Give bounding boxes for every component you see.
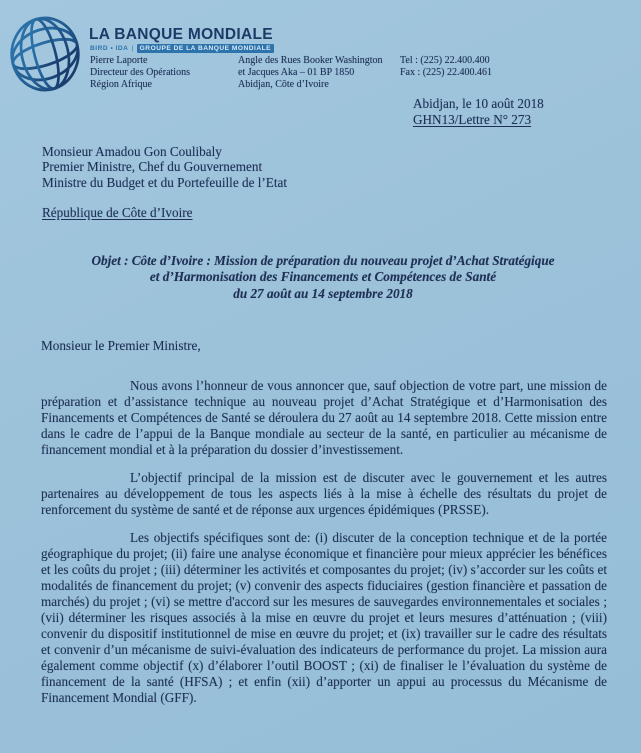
sender-name: Pierre Laporte — [90, 55, 148, 66]
brand-subtitle-bird-ida: BIRD • IDA — [90, 45, 129, 52]
brand-subtitle — [90, 44, 274, 53]
sender-title: Directeur des Opérations — [90, 67, 190, 78]
brand-title: LA BANQUE MONDIALE — [89, 26, 273, 43]
letter-reference: GHN13/Lettre N° 273 — [413, 112, 532, 127]
office-address-line: et Jacques Aka – 01 BP 1850 — [238, 67, 355, 78]
subject-line: Objet : Côte d’Ivoire : Mission de préparation du nouveau projet d’Achat Stratégique — [91, 253, 555, 268]
place-and-date: Abidjan, le 10 août 2018 — [413, 96, 544, 111]
office-address-block — [238, 55, 383, 91]
office-address-line: Abidjan, Côte d’Ivoire — [238, 79, 329, 90]
brand-subtitle-divider: | — [131, 45, 134, 52]
salutation: Monsieur le Premier Ministre, — [41, 338, 201, 353]
fax-line: Fax : (225) 22.400.461 — [400, 67, 492, 78]
recipient-block — [42, 144, 287, 190]
phone-line: Tel : (225) 22.400.400 — [400, 55, 490, 66]
paragraph-main-objective: L’objectif principal de la mission est de discuter avec le gouvernement et les autres partenaires au développement de tous les aspects liés à la mise à échelle des résultats du projet de renforcement du système de santé et de réponse aux urgences épidémiques (PRSSE). — [41, 470, 607, 517]
recipient-title: Premier Ministre, Chef du Gouvernement — [42, 159, 263, 175]
recipient-title-secondary: Ministre du Budget et du Portefeuille de l’Etat — [42, 174, 288, 190]
dateline-block — [413, 96, 544, 128]
recipient-name: Monsieur Amadou Gon Coulibaly — [42, 144, 222, 159]
paragraph-mission-announcement: Nous avons l’honneur de vous annoncer que, sauf objection de votre part, une mission de préparation et d’assistance technique au nouveau projet d’Achat Stratégique et d’Harmonisation des Financements et Compétences de Santé se déroulera du 27 août au 14 septembre 2018. Cette mission entre dans le cadre de l’appui de la Banque mondiale au secteur de la santé, en particulier au mécanisme de financement mondial et à la préparation du dossier d’investissement. — [41, 378, 607, 457]
subject-line: du 27 août au 14 septembre 2018 — [233, 285, 413, 301]
subject-line: et d’Harmonisation des Financements et Compétences de Santé — [149, 269, 497, 285]
recipient-country: République de Côte d’Ivoire — [42, 205, 193, 220]
paragraph-specific-objectives: Les objectifs spécifiques sont de: (i) discuter de la conception technique et de la portée géographique du projet; (ii) faire une analyse économique et financière pour mieux apprécier les bénéfices et les coûts du projet ; (iii) déterminer les activités et composantes du projet; (iv) s’accorder sur les coûts et modalités de financement du projet; (v) convenir des aspects fiduciaires (gestion financière et passation de marchés) du projet ; (vi) se mettre d'accord sur les mesures de sauvegardes environnementales et sociales ; (vii) déterminer les risques associés à la mise en œuvre du projet et leurs mesures d’atténuation ; (viii) convenir du dispositif institutionnel de mise en œuvre du projet; et (ix) travailler sur le cadre des résultats et convenir d’un mécanisme de suivi-évaluation des indicateurs de performance du projet. La mission aura également comme objectif (x) d’élaborer l’outil BOOST ; (xi) de finaliser le l’évaluation du système de financement de la santé (HFSA) ; et enfin (xii) d’apporter un appui au processus du Mécanisme de Financement Mondial (GFF). — [41, 530, 607, 705]
sender-block — [90, 55, 190, 91]
brand-group-badge: GROUPE DE LA BANQUE MONDIALE — [137, 44, 274, 53]
sender-region: Région Afrique — [90, 79, 152, 90]
letter-body — [41, 338, 607, 718]
world-bank-globe-icon — [8, 14, 82, 94]
office-address-line: Angle des Rues Booker Washington — [238, 55, 383, 66]
contact-block — [400, 55, 492, 79]
subject-block — [45, 253, 601, 302]
